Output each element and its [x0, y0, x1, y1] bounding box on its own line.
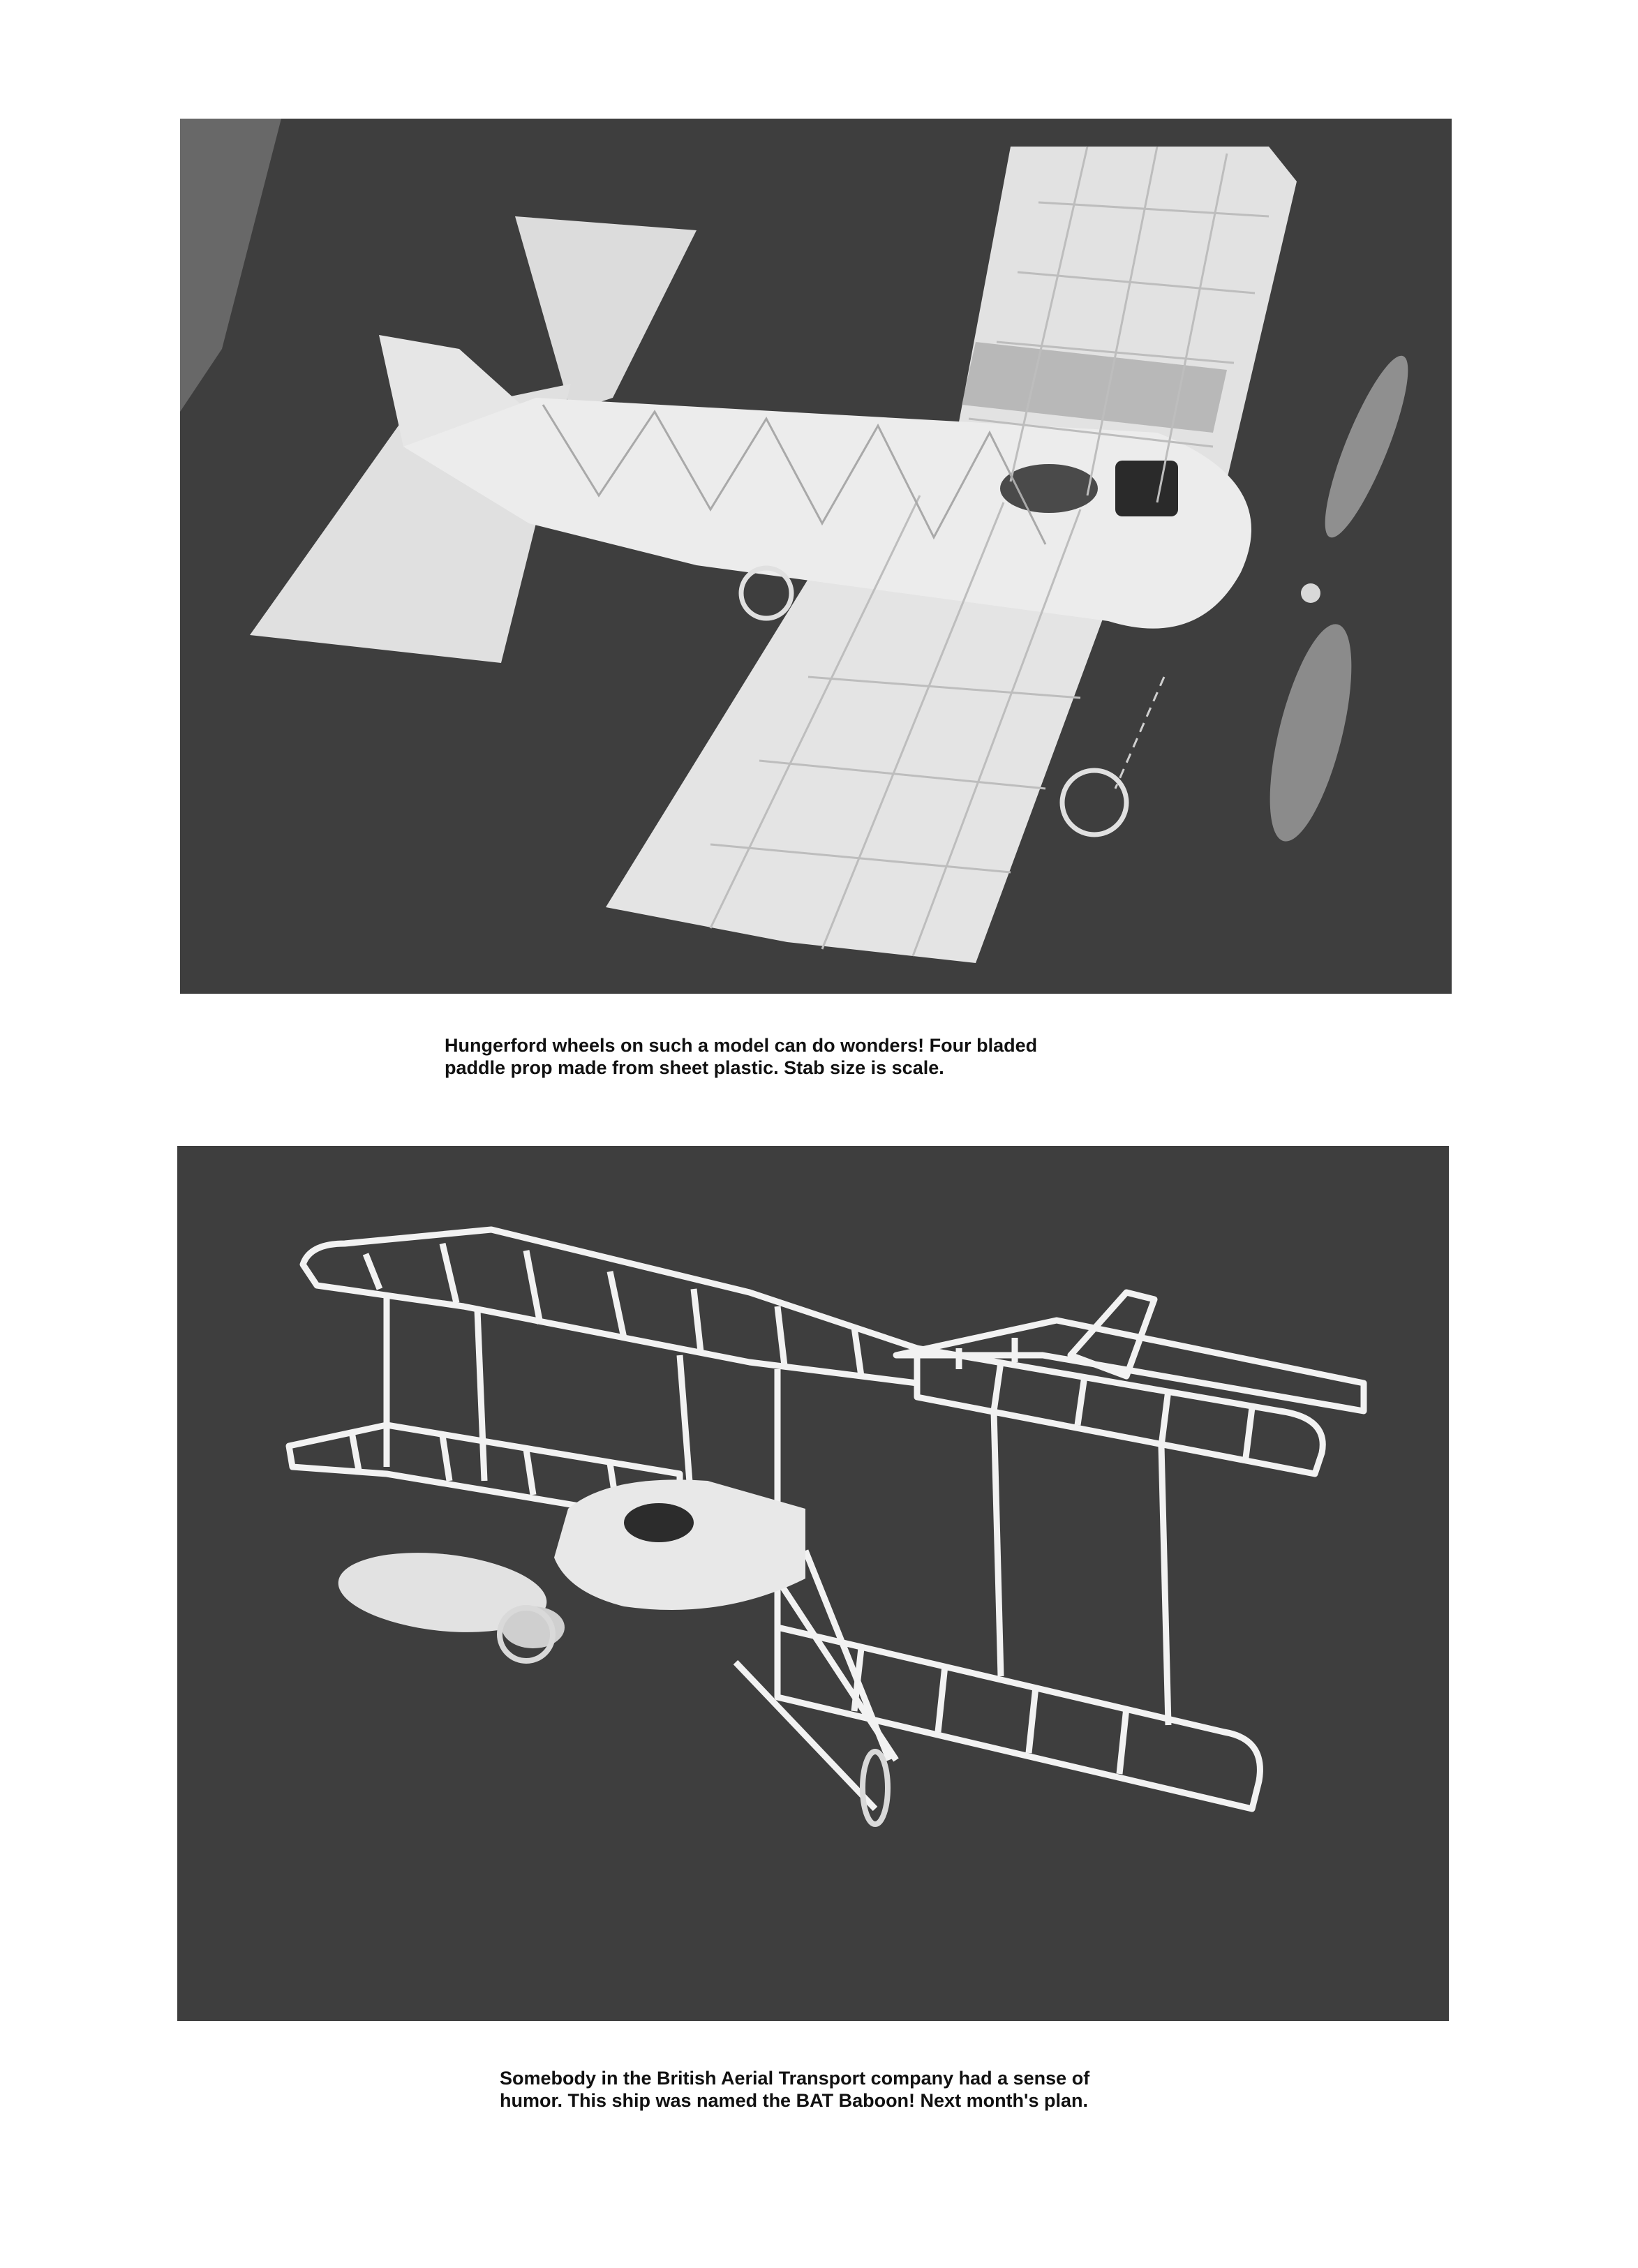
caption-1-line-1: Hungerford wheels on such a model can do wonders! Four bladed	[445, 1035, 1038, 1056]
caption-2-line-1: Somebody in the British Aerial Transport company had a sense of	[500, 2068, 1090, 2089]
photo-caption-2	[500, 2067, 1089, 2112]
fuselage	[554, 1479, 805, 1610]
photo-biplane-framework	[177, 1146, 1449, 2021]
photo-monoplane-model	[180, 119, 1452, 994]
caption-1-line-2: paddle prop made from sheet plastic. Stab size is scale.	[445, 1057, 944, 1078]
photo-caption-1	[445, 1034, 1037, 1079]
caption-2-line-2: humor. This ship was named the BAT Baboon! Next month's plan.	[500, 2090, 1088, 2111]
